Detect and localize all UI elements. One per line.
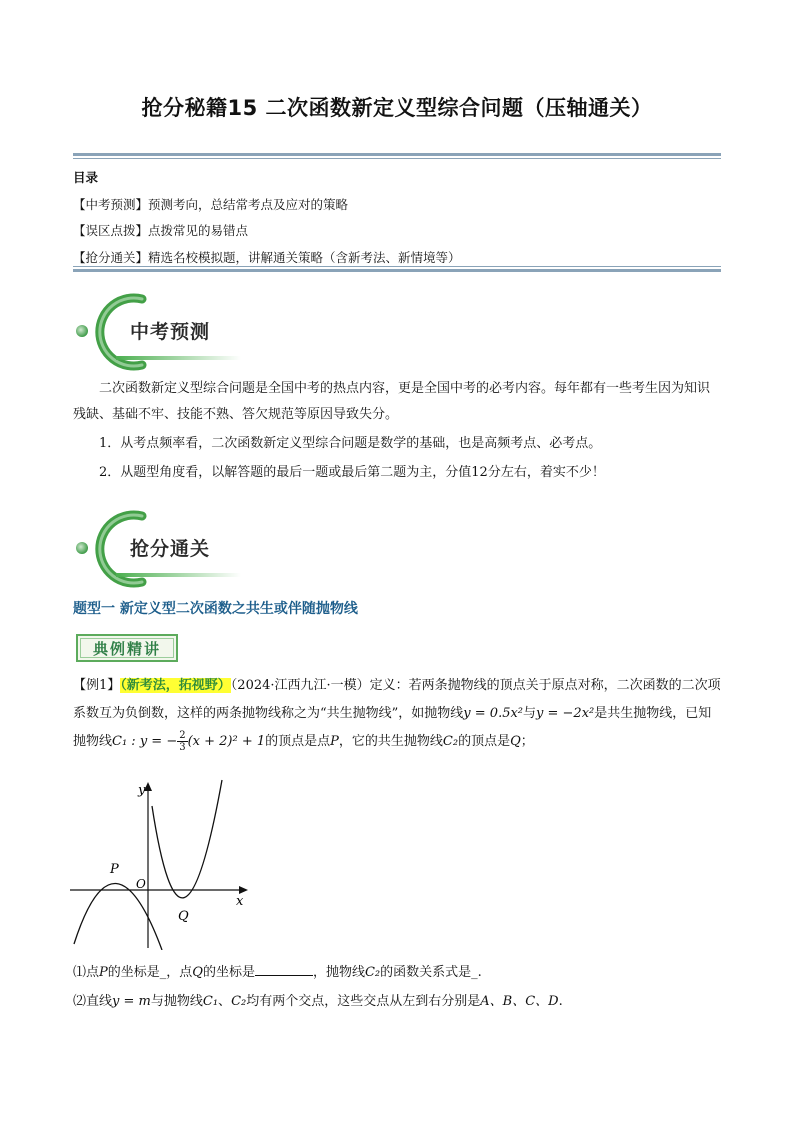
- section-label: 抢分通关: [130, 538, 211, 560]
- x-axis-arrow-icon: [239, 886, 248, 894]
- section-banner-prediction: [72, 293, 252, 373]
- list-item: 1．从考点频率看，二次函数新定义型综合问题是数学的基础，也是高频考点、必考点。: [99, 436, 602, 451]
- curve-label: C₂: [231, 994, 247, 1009]
- y-axis-label: y: [138, 783, 146, 798]
- equation: y = 0.5x²: [463, 706, 524, 721]
- highlight-tag: （新考法，拓视野）: [120, 678, 231, 693]
- toc-bottom-divider: [73, 266, 721, 272]
- point-label: Q: [192, 965, 203, 980]
- example-text: ；: [520, 734, 534, 749]
- example-text: 定义：若两条抛物线的顶点关于原点对称，二次函数的二次项系数互为负倒数，这样的两条抛物线称之为“共生抛物线”，如抛物线: [73, 678, 721, 721]
- equation: y = −2x²: [536, 706, 595, 721]
- example-source: （2024·江西九江·一模）: [230, 678, 370, 693]
- question-text: 的坐标是_，点: [107, 965, 193, 980]
- question-text: ⑵直线: [73, 994, 113, 1009]
- top-divider: [73, 153, 721, 159]
- curve-label: C₂: [364, 965, 381, 980]
- page-title: 抢分秘籍15 二次函数新定义型综合问题（压轴通关）: [141, 96, 653, 120]
- point-label: P: [99, 965, 108, 980]
- question-text: ，抛物线: [312, 965, 365, 980]
- toc-item: 【中考预测】预测考向，总结常考点及应对的策略: [73, 196, 349, 212]
- question-text: 的函数关系式是_.: [380, 965, 482, 980]
- x-axis-label: x: [236, 894, 244, 909]
- paragraph: 二次函数新定义型综合问题是全国中考的热点内容，更是全国中考的必考内容。每年都有一些考生因为知识残缺、基础不牢、技能不熟、答欠规范等原因导致失分。: [73, 381, 711, 422]
- table-of-contents: [73, 165, 721, 271]
- separator: 、: [218, 994, 232, 1009]
- equation: C₁ : y = −: [112, 734, 178, 749]
- equation: y = m: [112, 994, 151, 1009]
- list-item: 2．从题型角度看，以解答题的最后一题或最后第二题为主，分值12分左右，着实不少！: [99, 465, 605, 480]
- toc-heading: 目录: [73, 170, 99, 185]
- sub-question-1: [73, 958, 721, 987]
- example-text: 的顶点是: [458, 734, 511, 749]
- curve-label: C₂: [442, 734, 459, 749]
- answer-blank[interactable]: [255, 963, 313, 976]
- parabola-c2: [152, 780, 222, 898]
- question-type-heading: 题型一 新定义型二次函数之共生或伴随抛物线: [73, 601, 358, 617]
- point-label: P: [330, 734, 339, 749]
- sub-question-2: [73, 987, 721, 1016]
- section-banner-breakthrough: [72, 510, 252, 590]
- example-text: ，它的共生抛物线: [338, 734, 443, 749]
- equation: (x + 2)² + 1: [187, 734, 266, 749]
- curve-label: C₁: [202, 994, 219, 1009]
- origin-label: O: [136, 877, 146, 891]
- fraction: [177, 730, 187, 753]
- question-text: .: [558, 994, 563, 1009]
- toc-item: 【误区点拨】点拨常见的易错点: [73, 223, 249, 238]
- point-p-label: P: [110, 862, 119, 877]
- parabola-graph: [66, 778, 256, 950]
- example-badge: [76, 634, 178, 662]
- question-text: 均有两个交点，这些交点从左到右分别是: [246, 994, 481, 1009]
- example-problem: [73, 672, 721, 756]
- prediction-text: [73, 376, 721, 486]
- question-text: 与抛物线: [150, 994, 203, 1009]
- conjunction: 与: [523, 706, 537, 721]
- example-tag: 【例1】: [73, 678, 121, 693]
- point-q-label: Q: [178, 909, 189, 924]
- point-labels: A、B、C、D: [480, 994, 559, 1009]
- sub-questions: [73, 958, 721, 1016]
- toc-item: 【抢分通关】精选名校模拟题，讲解通关策略（含新考法、新情境等）: [73, 249, 461, 265]
- question-text: ⑴点: [73, 965, 100, 980]
- point-label: Q: [510, 734, 521, 749]
- fraction-numerator: 2: [179, 730, 186, 741]
- question-text: 的坐标是: [202, 965, 255, 980]
- example-text: 的顶点是点: [265, 734, 331, 749]
- section-label: 中考预测: [130, 321, 211, 343]
- parabola-c1: [74, 883, 162, 950]
- example-badge-label: 典例精讲: [80, 638, 174, 658]
- example-text: 是共生抛物线，已知抛物线: [73, 706, 712, 749]
- fraction-denominator: 3: [179, 742, 186, 753]
